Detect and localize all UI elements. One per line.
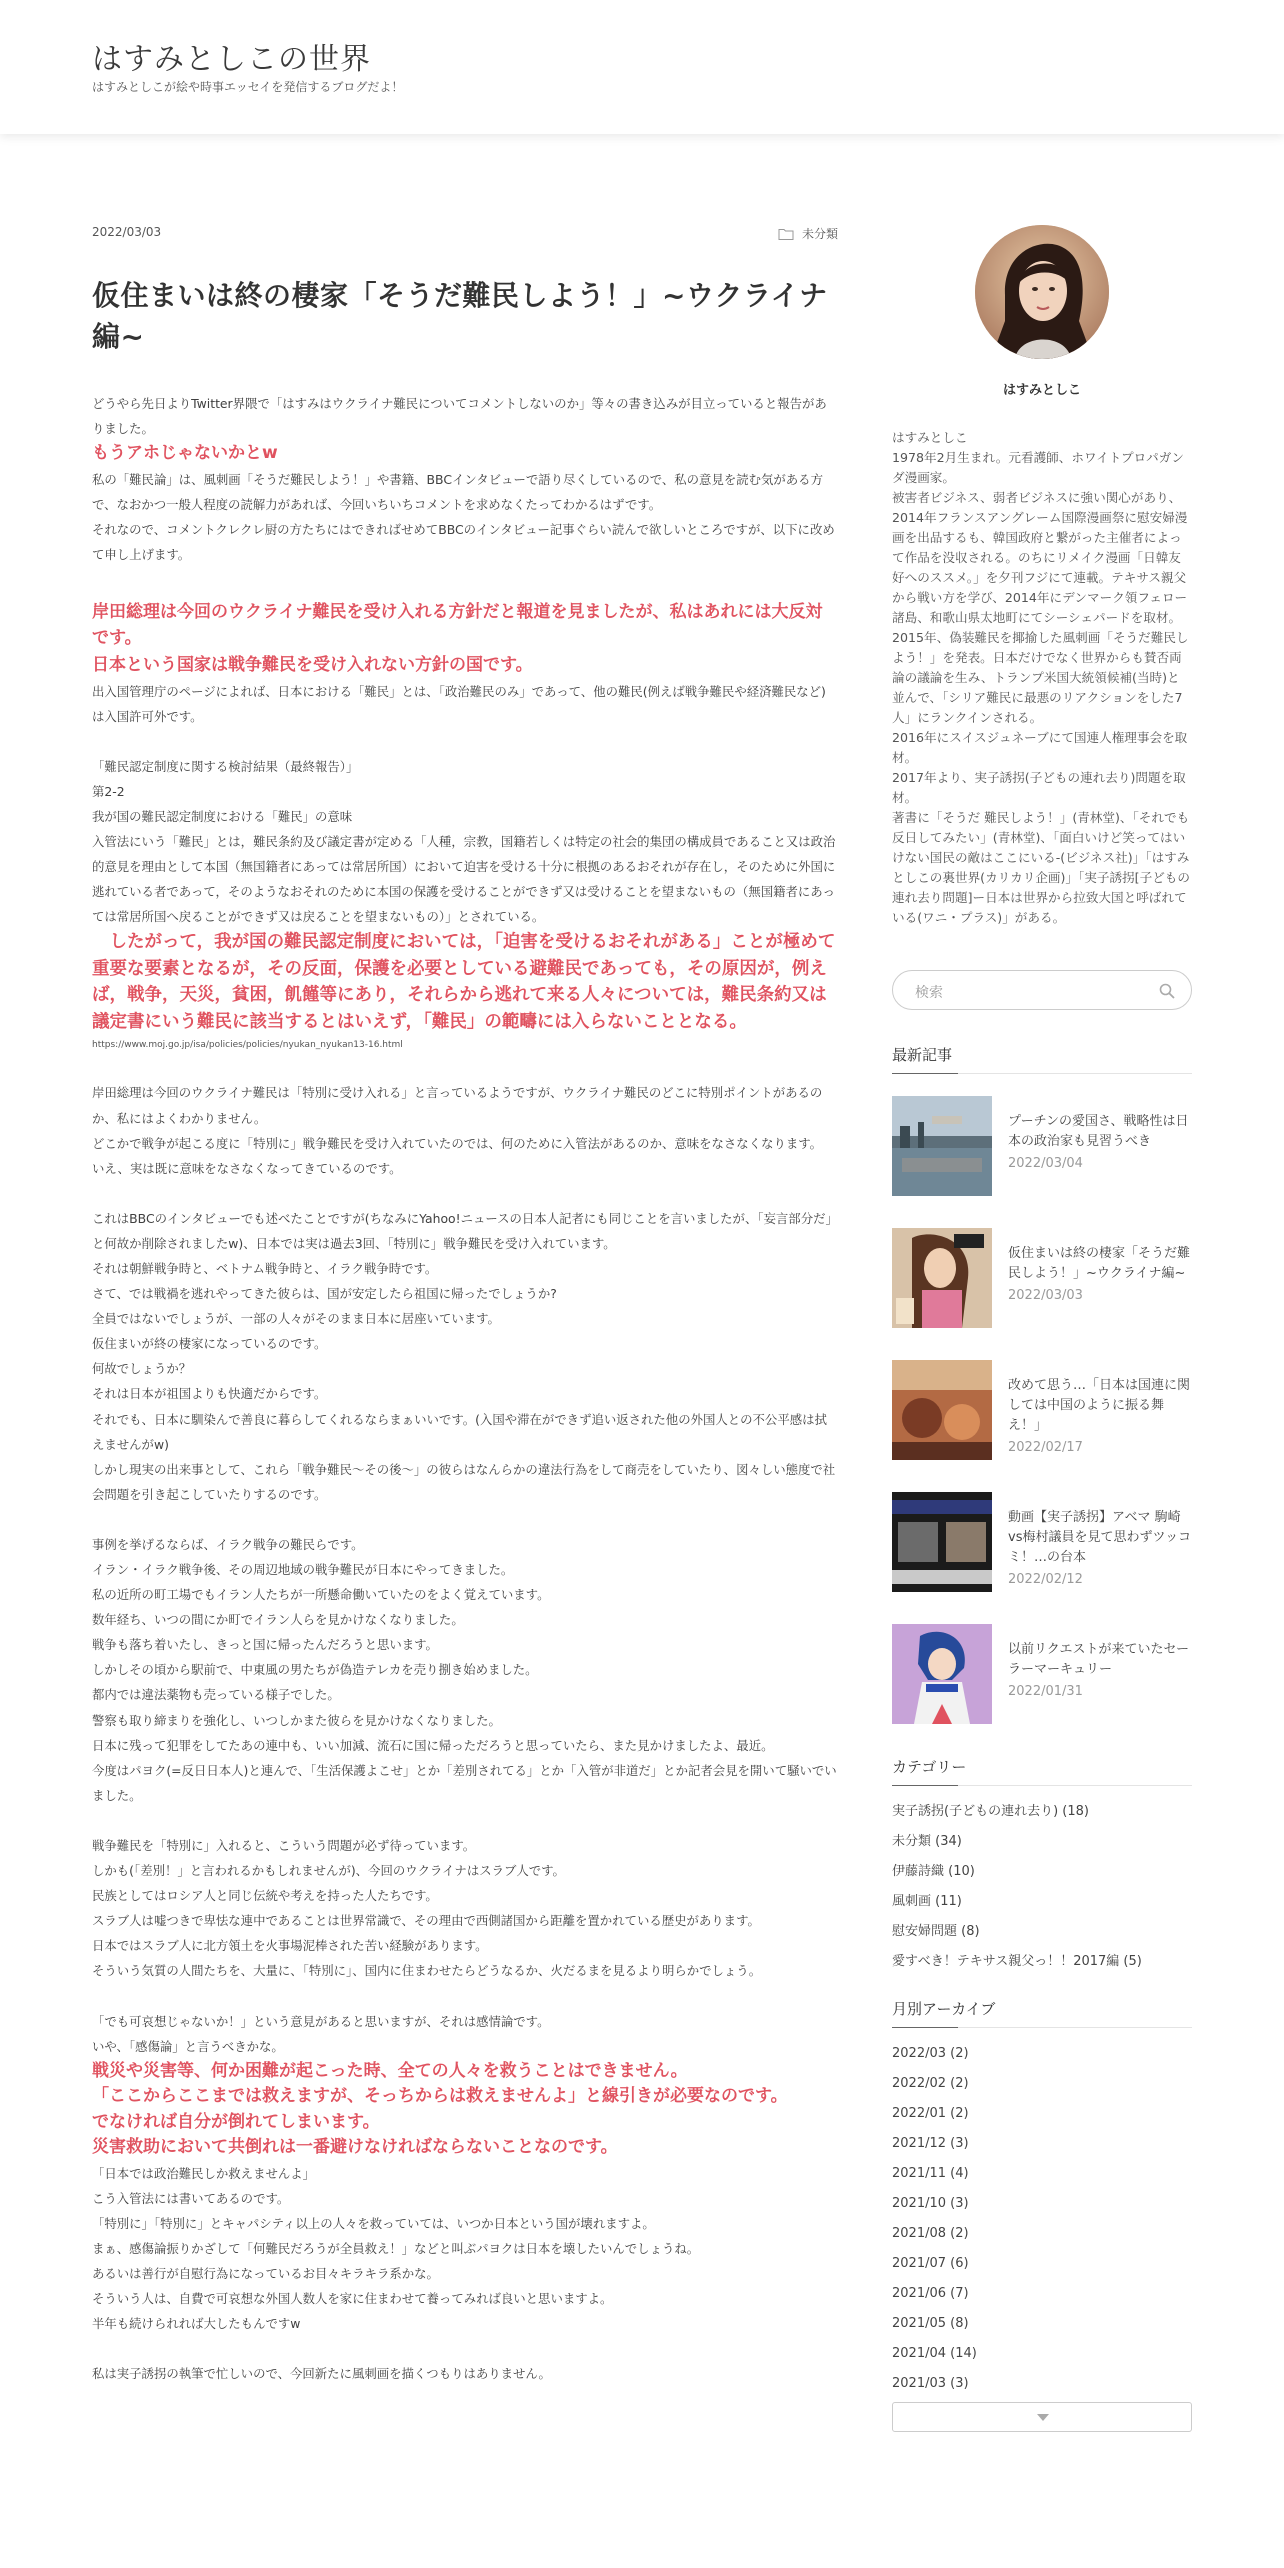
site-header — [0, 0, 1284, 134]
paragraph-spacer — [92, 1808, 838, 1833]
paragraph: 半年も続けられれば大したもんですw — [92, 2316, 301, 2332]
paragraph: 今度はパヨク(=反日日本人)と連んで、「生活保護よこせ」とか「差別されてる」とか「入管が非道だ」とか記者会見を開いて騒いでいました。 — [92, 1762, 837, 1803]
paragraph: 日本に残って犯罪をしてたあの連中も、いい加減、流石に国に帰っただろうと思っていたら、また見かけましたよ、最近。 — [92, 1737, 774, 1753]
post-category[interactable] — [778, 225, 838, 242]
recent-post-title[interactable]: 以前リクエストが来ていたセーラーマーキュリー — [1008, 1642, 1189, 1677]
paragraph: どこかで戦争が起こる度に「特別に」戦争難民を受け入れていたのでは、何のために入管法があるのか、意味をなさなくなります。 — [92, 1135, 823, 1151]
bio-paragraph: 被害者ビジネス、弱者ビジネスに強い関心があり、2014年フランスアングレーム国際漫画祭に慰安婦漫画を出品するも、韓国政府と繋がった主催者によって作品を没収される。のちにリメイク漫画「日韓友好へのススメ。」を夕刊フジにて連載。テキサス親父から戦い方を学び、2014年にデンマーク領フェロー諸島、和歌山県太地町にてシーシェパードを取材。 — [892, 490, 1188, 625]
search-placeholder: 検索 — [915, 985, 943, 1001]
bio-paragraph: 1978年2月生まれ。元看護師、ホワイトプロパガンダ漫画家。 — [892, 450, 1184, 485]
post-title: 仮住まいは終の棲家「そうだ難民しよう！」~ウクライナ編~ — [92, 279, 828, 353]
bio-paragraph: 2015年、偽装難民を揶揄した風刺画「そうだ難民しよう！」を発表。日本だけでなく世界からも賛否両論の議論を生み、トランプ米国大統領候補(当時)と並んで、「シリア難民に最悪のリアクションをした7人」にランクインされる。 — [892, 630, 1189, 725]
highlighted-text: 戦災や災害等、何か困難が起こった時、全ての人々を救うことはできません。 — [92, 2060, 688, 2081]
recent-post-link[interactable] — [1008, 1244, 1192, 1306]
archive-link[interactable]: 2021/06 (7) — [892, 2286, 969, 2301]
site-description: はすみとしこが絵や時事エッセイを発信するブログだよ！ — [92, 80, 404, 94]
paragraph: まぁ、感傷論振りかざして「何難民だろうが全員救え！」などと叫ぶパヨクは日本を壊したいんでしょうね。 — [92, 2240, 700, 2256]
archive-link[interactable]: 2021/07 (6) — [892, 2256, 969, 2271]
category-link[interactable]: 慰安婦問題 (8) — [892, 1924, 980, 1939]
paragraph: 我が国の難民認定制度における「難民」の意味 — [92, 808, 353, 824]
paragraph: いえ、実は既に意味をなさなくなってきているのです。 — [92, 1160, 402, 1176]
highlighted-quote: したがって，我が国の難民認定制度においては，「迫害を受けるおそれがある」ことが極めて重要な要素となるが，その反面，保護を必要としている避難民であっても，その原因が，例えば，戦争，天災，貧困，飢饉等にあり，それらから逃れて来る人々については，難民条約又は議定書にいう難民に該当するとはいえず，「難民」の範疇には入らないこととなる。 — [92, 932, 836, 1032]
highlighted-text: 「ここからここまでは救えますが、そっちからは救えませんよ」と線引きが必要なのです。 — [92, 2086, 788, 2107]
paragraph-spacer — [92, 567, 838, 592]
paragraph: それでも、日本に馴染んで善良に暮らしてくれるならまぁいいです。(入国や滞在ができず追い返された他の外国人との不公平感は拭えませんがw) — [92, 1411, 827, 1452]
archive-link[interactable]: 2021/03 (3) — [892, 2376, 969, 2391]
avatar — [975, 225, 1109, 359]
archive-link[interactable]: 2021/11 (4) — [892, 2166, 969, 2181]
archive-link[interactable]: 2022/01 (2) — [892, 2106, 969, 2121]
recent-posts-title: 最新記事 — [892, 1044, 1192, 1074]
paragraph: それは日本が祖国よりも快適だからです。 — [92, 1386, 327, 1402]
categories-list — [892, 1800, 1192, 1980]
recent-post-item[interactable] — [892, 1624, 1192, 1756]
highlighted-text: 災害救助において共倒れは一番避けなければならないことなのです。 — [92, 2137, 618, 2158]
sidebar — [892, 225, 1192, 2432]
recent-post-title[interactable]: 仮住まいは終の棲家「そうだ難民しよう！」~ウクライナ編~ — [1008, 1246, 1191, 1281]
paragraph: さて、では戦禍を逃れやってきた彼らは、国が安定したら祖国に帰ったでしょうか? — [92, 1286, 557, 1302]
paragraph: 入管法にいう「難民」とは，難民条約及び議定書が定める「人種，宗教，国籍若しくは特定の社会的集団の構成員であること又は政治的意見を理由として本国（無国籍者にあっては常居所国）において迫害を受ける十分に根拠のあるおそれが存在し，そのために外国に逃れている者であって，そのようなおそれのために本国の保護を受けることができず又は受けることを望まないもの（無国籍者にあっては常居所国へ戻ることができず又は戻ることを望まないもの）」とされている。 — [92, 834, 836, 925]
anime-illustration-icon — [892, 1624, 992, 1724]
recent-posts-list — [892, 1096, 1192, 1756]
category-link[interactable]: 伊藤詩織 (10) — [892, 1864, 975, 1879]
recent-post-date: 2022/01/31 — [1008, 1684, 1083, 1699]
bio-paragraph: 著書に「そうだ 難民しよう！」(青林堂)、「それでも反日してみたい」(青林堂)、「面白いけど笑ってはいけない国民の敵はここにいる-(ビジネス社)」「はすみとしこの裏世界(カリカリ企画)」「実子誘拐[子どもの連れ去り問題]ー日本は世界から拉致大国と呼ばれている(ワニ・プラス)」がある。 — [892, 810, 1190, 925]
highlighted-text: でなければ自分が倒れてしまいます。 — [92, 2111, 380, 2132]
bio-paragraph: 2016年にスイスジュネーブにて国連人権理事会を取材。 — [892, 730, 1188, 765]
video-thumbnail-icon — [892, 1492, 992, 1592]
paragraph-spacer — [92, 1181, 838, 1206]
recent-post-thumbnail[interactable] — [892, 1624, 992, 1724]
recent-post-thumbnail[interactable] — [892, 1096, 992, 1196]
category-link[interactable]: 愛すべき！テキサス親父っ！！2017編 (5) — [892, 1954, 1142, 1969]
paragraph: 何故でしょうか？ — [92, 1361, 192, 1377]
paragraph: そういう人は、自費で可哀想な外国人数人を家に住まわせて養ってみれば良いと思いますよ。 — [92, 2291, 613, 2307]
archive-link[interactable]: 2021/08 (2) — [892, 2226, 969, 2241]
categories-title: カテゴリー — [892, 1756, 1192, 1786]
archive-link[interactable]: 2022/03 (2) — [892, 2046, 969, 2061]
paragraph: しかしその頃から駅前で、中東風の男たちが偽造テレカを売り捌き始めました。 — [92, 1662, 538, 1678]
recent-post-item[interactable] — [892, 1492, 1192, 1624]
paragraph: 戦争難民を「特別に」入れると、こういう問題が必ず待っています。 — [92, 1837, 476, 1853]
paragraph: 出入国管理庁のページによれば、日本における「難民」とは、「政治難民のみ」であって、他の難民(例えば戦争難民や経済難民など)は入国許可外です。 — [92, 683, 826, 724]
paragraph: 仮住まいが終の棲家になっているのです。 — [92, 1336, 327, 1352]
bio-paragraph: はすみとしこ — [892, 430, 968, 445]
recent-post-date: 2022/02/12 — [1008, 1572, 1083, 1587]
chevron-down-icon[interactable] — [1037, 2414, 1049, 2421]
paragraph: 私の「難民論」は、風刺画「そうだ難民しよう！」や書籍、BBCインタビューで語り尽くしているので、私の意見を読む気がある方で、なおかつ一般人程度の読解力があれば、今回いちいちコメントを求めなくたってわかるはずです。 — [92, 471, 823, 512]
archives-widget — [892, 1998, 1192, 2432]
recent-post-item[interactable] — [892, 1228, 1192, 1360]
paragraph: いや、「感傷論」と言うべきかな。 — [92, 2038, 284, 2054]
paragraph: 戦争も落ち着いたし、きっと国に帰ったんだろうと思います。 — [92, 1637, 438, 1653]
folder-icon — [778, 228, 794, 240]
search-input[interactable] — [892, 970, 1192, 1010]
paragraph: 「日本では政治難民しか救えませんよ」 — [92, 2165, 316, 2181]
recent-post-title[interactable]: 動画【実子誘拐】アベマ 駒崎vs梅村議員を見て思わずツッコミ！…の台本 — [1008, 1510, 1192, 1565]
paragraph-spacer — [92, 1055, 838, 1080]
category-link[interactable]: 実子誘拐(子どもの連れ去り) (18) — [892, 1804, 1089, 1819]
manga-cover-icon — [892, 1228, 992, 1328]
paragraph: 警察も取り締まりを強化し、いつしかまた彼らを見かけなくなりました。 — [92, 1712, 501, 1728]
category-link[interactable]: 未分類 (34) — [892, 1834, 962, 1849]
harbor-photo-icon — [892, 1096, 992, 1196]
paragraph: どうやら先日よりTwitter界隈で「はすみはウクライナ難民についてコメントしないのか」等々の書き込みが目立っていると報告がありました。 — [92, 396, 827, 437]
main-content — [92, 225, 838, 2386]
recent-post-thumbnail[interactable] — [892, 1228, 992, 1328]
archive-link[interactable]: 2021/12 (3) — [892, 2136, 969, 2151]
paragraph-spacer — [92, 729, 838, 754]
source-url[interactable]: https://www.moj.go.jp/isa/policies/policies/nyukan_nyukan13-16.html — [92, 1040, 403, 1051]
illustration-icon — [892, 1360, 992, 1460]
archive-link[interactable]: 2021/04 (14) — [892, 2346, 977, 2361]
archive-link[interactable]: 2021/05 (8) — [892, 2316, 969, 2331]
recent-post-link[interactable] — [1008, 1112, 1192, 1174]
paragraph: しかし現実の出来事として、これら「戦争難民～その後～」の彼らはなんらかの違法行為をして商売をしていたり、図々しい態度で社会問題を引き起こしていたりするのです。 — [92, 1461, 836, 1502]
recent-post-link[interactable] — [1008, 1640, 1192, 1702]
author-portrait-icon — [975, 225, 1109, 359]
paragraph: 私の近所の町工場でもイラン人たちが一所懸命働いていたのをよく覚えています。 — [92, 1587, 550, 1603]
paragraph: 私は実子誘拐の執筆で忙しいので、今回新たに風刺画を描くつもりはありません。 — [92, 2366, 551, 2382]
post-body — [92, 391, 838, 2386]
author-bio — [892, 428, 1192, 928]
paragraph: それなので、コメントクレクレ厨の方たちにはできればせめてBBCのインタビュー記事ぐらい読んで欲しいところですが、以下に改めて申し上げます。 — [92, 521, 835, 562]
paragraph: あるいは善行が自慰行為になっているお目々キラキラ系かな。 — [92, 2266, 439, 2282]
paragraph: こう入管法には書いてあるのです。 — [92, 2190, 290, 2206]
recent-post-date: 2022/03/03 — [1008, 1288, 1083, 1303]
post-meta — [92, 225, 838, 245]
recent-post-date: 2022/03/04 — [1008, 1156, 1083, 1171]
recent-post-item[interactable] — [892, 1360, 1192, 1492]
category-link[interactable]: 風刺画 (11) — [892, 1894, 962, 1909]
paragraph: 日本ではスラブ人に北方領土を火事場泥棒された苦い経験があります。 — [92, 1938, 488, 1954]
post-date: 2022/03/03 — [92, 225, 162, 239]
paragraph: 第2-2 — [92, 783, 125, 799]
paragraph: 民族としてはロシア人と同じ伝統や考えを持った人たちです。 — [92, 1888, 438, 1904]
recent-post-item[interactable] — [892, 1096, 1192, 1228]
archives-title: 月別アーカイブ — [892, 1998, 1192, 2028]
paragraph: これはBBCのインタビューでも述べたことですが(ちなみにYahoo!ニュースの日本人記者にも同じことを言いましたが、「妄言部分だ」と何故か削除されましたw)、日本では実は過去3回、「特別に」戦争難民を受け入れています。 — [92, 1210, 838, 1251]
paragraph: 都内では違法薬物も売っている様子でした。 — [92, 1687, 340, 1703]
highlighted-text: もうアホじゃないかとw — [92, 443, 278, 464]
categories-widget — [892, 1756, 1192, 1980]
paragraph: 数年経ち、いつの間にか町でイラン人らを見かけなくなりました。 — [92, 1612, 464, 1628]
site-title[interactable]: はすみとしこの世界 — [92, 42, 371, 77]
recent-post-thumbnail[interactable] — [892, 1360, 992, 1460]
recent-post-title[interactable]: 改めて思う…「日本は国連に関しては中国のように振る舞え！」 — [1008, 1378, 1191, 1433]
recent-post-thumbnail[interactable] — [892, 1492, 992, 1592]
post-category-label[interactable]: 未分類 — [801, 227, 838, 241]
paragraph: 「難民認定制度に関する検討結果（最終報告）」 — [92, 758, 359, 774]
paragraph: スラブ人は嘘つきで卑怯な連中であることは世界常識で、その理由で西側諸国から距離を置かれている歴史があります。 — [92, 1913, 760, 1929]
paragraph: そういう気質の人間たちを、大量に、「特別に」、国内に住まわせたらどうなるか、火だるまを見るより明らかでしょう。 — [92, 1963, 762, 1979]
paragraph-spacer — [92, 2336, 838, 2361]
author-name: はすみとしこ — [1002, 383, 1081, 398]
recent-post-link[interactable] — [1008, 1508, 1192, 1590]
highlighted-text: 日本という国家は戦争難民を受け入れない方針の国です。 — [92, 655, 533, 676]
recent-post-link[interactable] — [1008, 1376, 1192, 1458]
paragraph: 事例を挙げるならば、イラク戦争の難民らです。 — [92, 1536, 364, 1552]
recent-posts-widget — [892, 1044, 1192, 1756]
search-icon[interactable] — [1159, 983, 1175, 999]
paragraph-spacer — [92, 1507, 838, 1532]
paragraph: それは朝鮮戦争時と、ベトナム戦争時と、イラク戦争時です。 — [92, 1260, 438, 1276]
archive-link[interactable]: 2021/10 (3) — [892, 2196, 969, 2211]
archives-list — [892, 2042, 1192, 2402]
paragraph: 全員ではないでしょうが、一部の人々がそのまま日本に居座いています。 — [92, 1311, 500, 1327]
paragraph: イラン・イラク戦争後、その周辺地域の戦争難民が日本にやってきました。 — [92, 1562, 514, 1577]
paragraph: 「でも可哀想じゃないか！」という意見があると思いますが、それは感情論です。 — [92, 2013, 550, 2029]
bio-paragraph: 2017年より、実子誘拐(子どもの連れ去り)問題を取材。 — [892, 770, 1186, 805]
paragraph: 「特別に」「特別に」とキャパシティ以上の人々を救っていては、いつか日本という国が壊れますよ。 — [92, 2215, 655, 2231]
archive-expand-toggle[interactable] — [892, 2402, 1192, 2432]
paragraph-spacer — [92, 1984, 838, 2009]
paragraph: しかも(「差別！」と言われるかもしれませんが)、今回のウクライナはスラブ人です。 — [92, 1863, 565, 1879]
archive-link[interactable]: 2022/02 (2) — [892, 2076, 969, 2091]
highlighted-text: 岸田総理は今回のウクライナ難民を受け入れる方針だと報道を見ましたが、私はあれには大反対です。 — [92, 602, 823, 648]
paragraph: 岸田総理は今回のウクライナ難民は「特別に受け入れる」と言っているようですが、ウクライナ難民のどこに特別ポイントがあるのか、私にはよくわかりません。 — [92, 1085, 823, 1126]
recent-post-title[interactable]: プーチンの愛国さ、戦略性は日本の政治家も見習うべき — [1008, 1114, 1189, 1149]
recent-post-date: 2022/02/17 — [1008, 1440, 1083, 1455]
